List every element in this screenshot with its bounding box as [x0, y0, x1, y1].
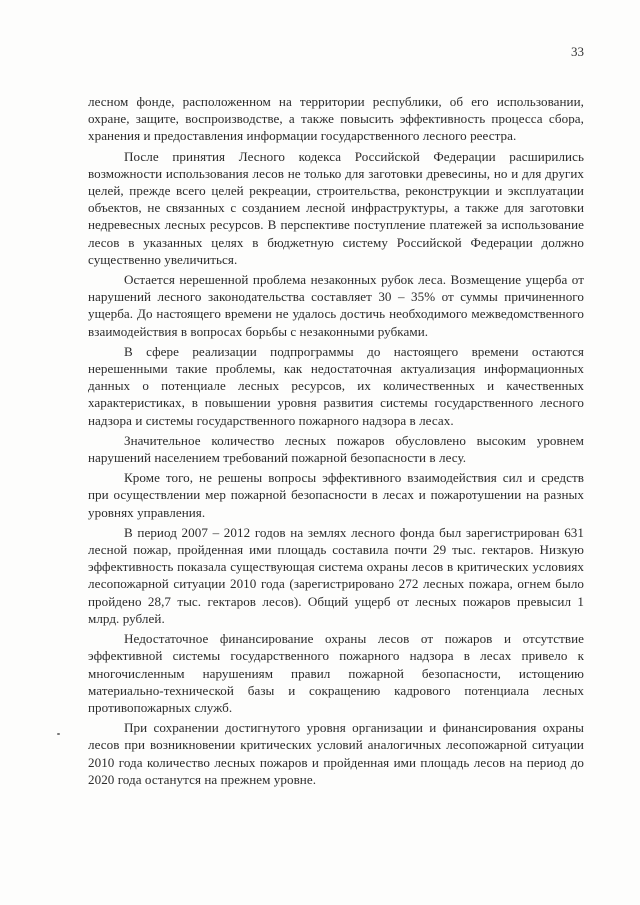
paragraph-illegal-logging: Остается нерешенной проблема незаконных рубок леса. Возмещение ущерба от нарушений лесного законодательства составляет 30 – 35% от суммы причиненного ущерба. До настоящего времени не удалось достичь необходимого межведомственного взаимодействия в вопросах борьбы с незаконными рубками.	[88, 272, 584, 339]
paragraph-subprogram-problems: В сфере реализации подпрограммы до настоящего времени остаются нерешенными такие проблемы, как недостаточная актуализация информационных данных о потенциале лесных ресурсов, их количественных и качественных характеристиках, в повышении уровня развития системы государственного лесного надзора и системы государственного пожарного надзора в лесах.	[88, 343, 584, 428]
page-number: 33	[571, 44, 584, 59]
paragraph-fire-statistics: В период 2007 – 2012 годов на землях лесного фонда был зарегистрирован 631 лесной пожар, пройденная ими площадь составила почти 29 тыс. гектаров. Низкую эффективность показала существующая система охраны лесов в критических условиях лесопожарной ситуации 2010 года (зарегистрировано 272 лесных пожара, огнем было пройдено 28,7 тыс. гектаров лесов). Общий ущерб от лесных пожаров превысил 1 млрд. рублей.	[88, 524, 584, 626]
scan-speck	[57, 733, 60, 735]
paragraph-coordination: Кроме того, не решены вопросы эффективного взаимодействия сил и средств при осуществлении мер пожарной безопасности в лесах и пожаротушении на разных уровнях управления.	[88, 470, 584, 520]
paragraph-fire-causes: Значительное количество лесных пожаров обусловлено высоким уровнем нарушений населением требований пожарной безопасности в лесу.	[88, 432, 584, 466]
paragraph-continuation: лесном фонде, расположенном на территории республики, об его использовании, охране, защите, воспроизводстве, а также повысить эффективность процесса сбора, хранения и предоставления информации государственного лесного реестра.	[88, 94, 584, 144]
paragraph-forecast: При сохранении достигнутого уровня организации и финансирования охраны лесов при возникновении критических условий аналогичных лесопожарной ситуации 2010 года количество лесных пожаров и пройденная ими площадь лесов на период до 2020 года останутся на прежнем уровне.	[88, 720, 584, 787]
paragraph-financing: Недостаточное финансирование охраны лесов от пожаров и отсутствие эффективной системы государственного пожарного надзора в лесах привело к многочисленным нарушениям правил пожарной безопасности, истощению материально-технической базы и сокращению кадрового потенциала лесных противопожарных служб.	[88, 631, 584, 715]
document-body	[88, 93, 584, 788]
paragraph-forest-code: После принятия Лесного кодекса Российской Федерации расширились возможности использования лесов не только для заготовки древесины, но и для других целей, прежде всего целей рекреации, строительства, реконструкции и эксплуатации объектов, не связанных с созданием лесной инфраструктуры, а также для заготовки недревесных лесных ресурсов. В перспективе поступление платежей за использование лесов в указанных целях в бюджетную систему Российской Федерации должно существенно увеличиться.	[88, 148, 584, 267]
